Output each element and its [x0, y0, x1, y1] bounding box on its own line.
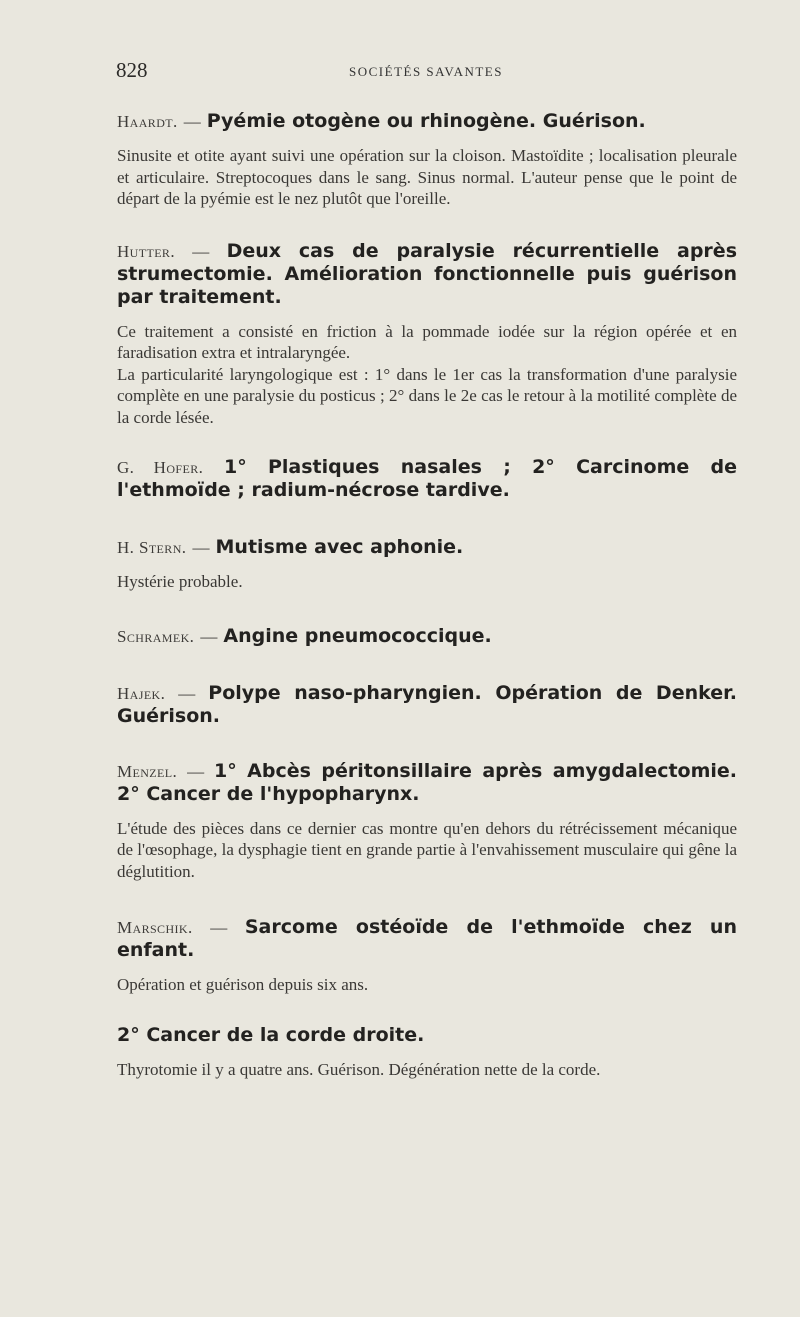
entry-menzel [117, 760, 737, 883]
entry-title: Sarcome ostéoïde de l'ethmoïde chez un enfant. [117, 916, 737, 961]
entry-haardt [117, 110, 737, 210]
dash-separator: — [210, 918, 228, 937]
entry-heading [117, 916, 737, 962]
page-number: 828 [116, 58, 148, 82]
entry-heading [117, 682, 737, 728]
author-name: H. Stern. [117, 538, 187, 557]
dash-separator: — [178, 683, 196, 703]
dash-separator: — [200, 626, 218, 646]
entry-paragraph: L'étude des pièces dans ce dernier cas montre qu'en dehors du rétrécissement mécanique de l'œsophage, la dysphagie tient en grande partie à l'envahissement musculaire qui gêne la déglutition. [117, 818, 737, 881]
page-header [116, 58, 736, 86]
dash-separator: — [183, 112, 201, 131]
entry-heading [117, 456, 737, 502]
running-title: SOCIÉTÉS SAVANTES [349, 64, 503, 79]
entry-paragraph: Opération et guérison depuis six ans. [117, 975, 369, 994]
entry-title: Polype naso-pharyngien. Opération de Denker. Guérison. [117, 681, 738, 727]
author-name: Hutter. [117, 241, 175, 261]
entry-paragraph: Ce traitement a consisté en friction à la pommade iodée sur la région opérée et en faradisation extra et intralaryngée. [117, 321, 737, 362]
entry-hutter [117, 240, 737, 429]
entry-title: Deux cas de paralysie récurrentielle après strumectomie. Amélioration fonctionnelle puis guérison par traitement. [117, 239, 738, 308]
dash-separator: — [187, 761, 205, 781]
entry-title: 2° Cancer de la corde droite. [117, 1023, 425, 1046]
entry-title: Mutisme avec aphonie. [215, 536, 464, 558]
author-name: Haardt. [117, 112, 178, 131]
entry-schramek [117, 625, 737, 648]
entry-heading [117, 1024, 737, 1047]
entry-heading [117, 110, 737, 133]
entry-marschik [117, 916, 737, 996]
dash-separator: — [192, 538, 210, 557]
entry-heading [117, 240, 737, 309]
entry-title: Pyémie otogène ou rhinogène. Guérison. [206, 110, 646, 132]
author-name: Marschik. [117, 918, 193, 937]
author-name: G. Hofer. [117, 458, 204, 477]
entry-paragraph: Thyrotomie il y a quatre ans. Guérison. Dégénération nette de la corde. [117, 1059, 601, 1079]
entry-cancer-corde [117, 1024, 737, 1081]
entry-title: 1° Plastiques nasales ; 2° Carcinome de l'ethmoïde ; radium-nécrose tardive. [117, 456, 738, 501]
entry-stern [117, 536, 737, 593]
entry-hajek [117, 682, 737, 728]
entry-title: Angine pneumococcique. [223, 624, 492, 647]
dash-separator: — [192, 241, 210, 261]
entry-paragraph: Sinusite et otite ayant suivi une opération sur la cloison. Mastoïdite ; localisation pleurale et articulaire. Streptocoques dans le sang. Sinus normal. L'auteur pense que le point de départ de la pyémie est le nez plutôt que l'oreille. [117, 146, 737, 208]
article-body [117, 110, 737, 1102]
entry-title: 1° Abcès péritonsillaire après amygdalectomie. 2° Cancer de l'hypopharynx. [117, 759, 738, 805]
entry-paragraph: Hystérie probable. [117, 572, 243, 591]
author-name: Menzel. [117, 761, 178, 781]
entry-heading [117, 536, 737, 559]
entry-heading [117, 625, 737, 648]
entry-paragraph: La particularité laryngologique est : 1° dans le 1er cas la transformation d'une paralysie complète en une paralysie du posticus ; 2° dans le 2e cas le retour à la motilité complète de la corde lésée. [117, 364, 737, 427]
author-name: Schramek. [117, 626, 195, 646]
entry-heading [117, 760, 737, 806]
entry-hofer [117, 456, 737, 502]
author-name: Hajek. [117, 683, 166, 703]
